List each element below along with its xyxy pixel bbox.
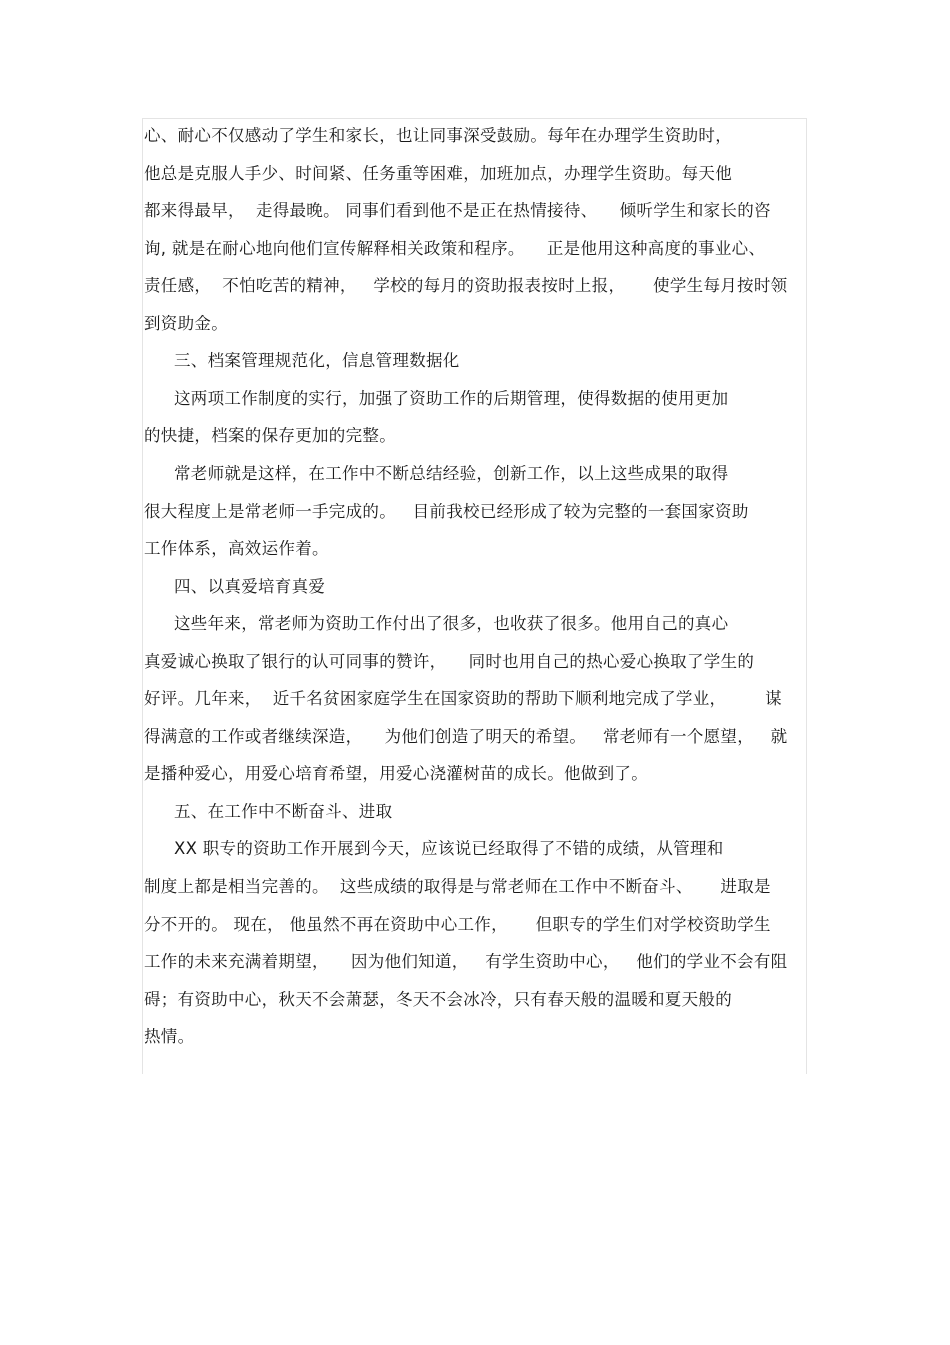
paragraph-line: 的快捷，档案的保存更加的完整。: [144, 426, 396, 446]
page-frame-left-border: [142, 118, 143, 1074]
paragraph-line: 工作体系，高效运作着。: [144, 539, 329, 558]
paragraph-line: 热情。: [144, 1027, 195, 1047]
paragraph-line: 工作的未来充满着期望， 因为他们知道， 有学生资助中心， 他们的学业不会有阻: [144, 952, 788, 972]
paragraph-line: 制度上都是相当完善的。 这些成绩的取得是与常老师在工作中不断奋斗、 进取是: [144, 877, 771, 896]
paragraph-line: 分不开的。 现在， 他虽然不再在资助中心工作， 但职专的学生们对学校资助学生: [144, 914, 771, 934]
paragraph-line: 询, 就是在耐心地向他们宣传解释相关政策和程序。 正是他用这种高度的事业心、: [144, 238, 766, 258]
paragraph-line-indented: 三、档案管理规范化，信息管理数据化: [174, 351, 460, 371]
page-frame-top-border: [142, 118, 806, 119]
paragraph-line: 到资助金。: [144, 313, 228, 333]
paragraph-line: 心、耐心不仅感动了学生和家长，也让同事深受鼓励。每年在办理学生资助时，: [144, 126, 732, 145]
paragraph-line-indented: 五、在工作中不断奋斗、进取: [174, 801, 393, 821]
paragraph-line-indented: XX 职专的资助工作开展到今天，应该说已经取得了不错的成绩，从管理和: [174, 839, 724, 859]
paragraph-line: 都来得最早， 走得最晚。 同事们看到他不是正在热情接待、 倾听学生和家长的咨: [144, 201, 771, 221]
paragraph-line-indented: 四、以真爱培育真爱: [174, 576, 326, 596]
paragraph-line-indented: 这两项工作制度的实行，加强了资助工作的后期管理，使得数据的使用更加: [174, 388, 729, 408]
paragraph-line-indented: 常老师就是这样，在工作中不断总结经验，创新工作，以上这些成果的取得: [174, 463, 729, 483]
paragraph-line: 是播种爱心，用爱心培育希望，用爱心浇灌树苗的成长。他做到了。: [144, 764, 648, 784]
paragraph-line: 得满意的工作或者继续深造， 为他们创造了明天的希望。 常老师有一个愿望， 就: [144, 726, 788, 746]
paragraph-line: 很大程度上是常老师一手完成的。 目前我校已经形成了较为完整的一套国家资助: [144, 501, 749, 521]
paragraph-line: 真爱诚心换取了银行的认可同事的赞许， 同时也用自己的热心爱心换取了学生的: [144, 651, 755, 671]
paragraph-line: 责任感， 不怕吃苦的精神， 学校的每月的资助报表按时上报， 使学生每月按时领: [144, 276, 788, 296]
paragraph-line-indented: 这些年来，常老师为资助工作付出了很多，也收获了很多。他用自己的真心: [174, 614, 729, 634]
paragraph-line: 碍；有资助中心，秋天不会萧瑟，冬天不会冰冷，只有春天般的温暖和夏天般的: [144, 989, 732, 1009]
paragraph-line: 好评。几年来， 近千名贫困家庭学生在国家资助的帮助下顺利地完成了学业， 谋: [144, 689, 782, 709]
paragraph-line: 他总是克服人手少、时间紧、任务重等困难，加班加点，办理学生资助。每天他: [144, 163, 732, 183]
